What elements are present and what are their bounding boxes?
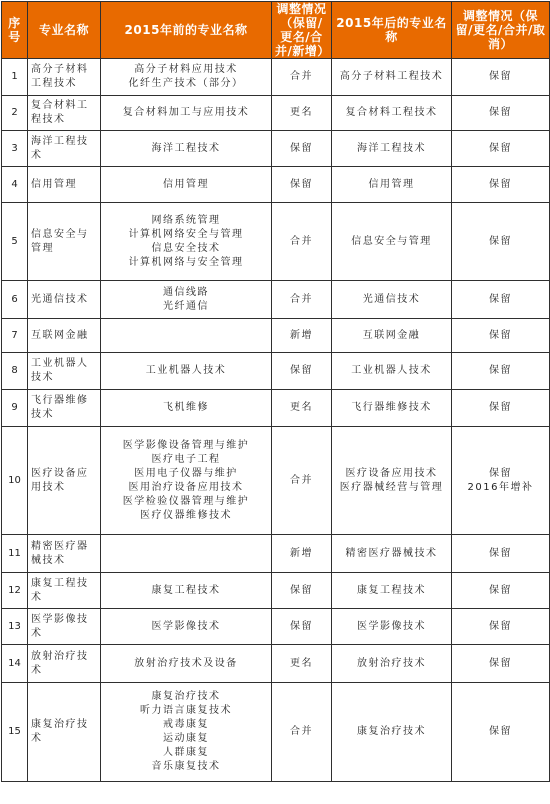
cell-line: 高分子材料应用技术	[134, 64, 238, 75]
cell-adjust	[272, 645, 332, 683]
cell-line: 医疗器械经营与管理	[339, 481, 444, 493]
cell-line: 医学检验仪器管理与维护	[122, 495, 250, 507]
cell-status	[452, 390, 550, 427]
cell-text: 合并	[290, 235, 313, 247]
cell-before	[101, 96, 272, 131]
cell-text: 7	[11, 329, 18, 341]
cell-line: 化纤生产技术（部分）	[128, 78, 244, 89]
table-row	[2, 319, 550, 353]
cell-text: 合并	[290, 293, 313, 305]
cell-idx	[2, 353, 28, 390]
cell-line: 保留	[489, 547, 512, 559]
cell-line: 保留	[489, 142, 512, 154]
cell-line: 信用管理	[368, 178, 415, 190]
cell-status	[452, 427, 550, 535]
cell-line: 康复工程技术	[151, 584, 221, 596]
cell-text: 8	[11, 365, 18, 376]
cell-line: 医学影像技术	[357, 620, 426, 632]
cell-before	[101, 645, 272, 683]
cell-status	[452, 645, 550, 683]
table-row	[2, 390, 550, 427]
cell-text: 5	[11, 235, 18, 247]
cell-text: 新增	[290, 547, 313, 559]
cell-text: 高分子材料工程技术	[31, 64, 89, 89]
table-row	[2, 203, 550, 281]
cell-after	[332, 609, 452, 645]
cell-adjust	[272, 390, 332, 427]
cell-text: 医学影像技术	[31, 613, 89, 639]
cell-line: 听力语言康复技术	[140, 705, 232, 716]
cell-idx	[2, 319, 28, 353]
cell-line: 保留	[489, 726, 512, 737]
cell-status	[452, 96, 550, 131]
cell-line: 保留	[489, 584, 512, 596]
cell-major	[28, 167, 101, 203]
table-row	[2, 96, 550, 131]
cell-line: 康复工程技术	[357, 584, 426, 596]
cell-line: 信用管理	[163, 178, 209, 190]
cell-adjust	[272, 353, 332, 390]
cell-after	[332, 131, 452, 167]
cell-line: 保留	[489, 467, 512, 479]
cell-line: 运动康复	[163, 733, 209, 744]
cell-line: 保留	[489, 293, 512, 305]
cell-line: 复合材料加工与应用技术	[122, 107, 250, 118]
table-row	[2, 427, 550, 535]
cell-before	[101, 167, 272, 203]
cell-line: 保留	[489, 235, 512, 247]
header-adjust: 调整情况（保留/更名/合并/新增）	[272, 2, 332, 59]
cell-text: 合并	[290, 474, 313, 486]
cell-idx	[2, 131, 28, 167]
cell-status	[452, 683, 550, 782]
cell-adjust	[272, 281, 332, 319]
cell-major	[28, 645, 101, 683]
header-after: 2015年后的专业名称	[332, 2, 452, 59]
header-row	[2, 2, 550, 59]
cell-after	[332, 319, 452, 353]
cell-text: 放射治疗技术	[31, 650, 89, 676]
cell-line: 海洋工程技术	[357, 142, 426, 154]
table-row	[2, 535, 550, 573]
cell-status	[452, 319, 550, 353]
cell-status	[452, 167, 550, 203]
cell-status	[452, 203, 550, 281]
cell-line: 医学影像设备管理与维护	[122, 439, 250, 451]
cell-line: 保留	[489, 71, 512, 82]
cell-after	[332, 645, 452, 683]
cell-text: 飞行器维修技术	[31, 395, 89, 420]
cell-status	[452, 281, 550, 319]
cell-major	[28, 535, 101, 573]
header-major: 专业名称	[28, 2, 101, 59]
cell-text: 光通信技术	[31, 293, 89, 305]
cell-idx	[2, 203, 28, 281]
table-row	[2, 645, 550, 683]
cell-text: 保留	[290, 365, 313, 376]
cell-major	[28, 609, 101, 645]
cell-adjust	[272, 131, 332, 167]
cell-major	[28, 427, 101, 535]
cell-major	[28, 96, 101, 131]
cell-line: 信息安全技术	[151, 242, 221, 254]
cell-line: 放射治疗技术	[357, 657, 426, 669]
cell-after	[332, 573, 452, 609]
table-row	[2, 59, 550, 96]
cell-text: 医疗设备应用技术	[31, 467, 89, 493]
cell-text: 复合材料工程技术	[31, 100, 89, 125]
table-row	[2, 131, 550, 167]
cell-line: 戒毒康复	[163, 719, 209, 730]
cell-idx	[2, 167, 28, 203]
cell-adjust	[272, 683, 332, 782]
cell-after	[332, 96, 452, 131]
cell-adjust	[272, 427, 332, 535]
cell-before	[101, 427, 272, 535]
cell-line: 医疗设备应用技术	[345, 467, 438, 479]
cell-status	[452, 573, 550, 609]
cell-after	[332, 167, 452, 203]
cell-line: 保留	[489, 402, 512, 413]
cell-line: 2016年增补	[467, 481, 534, 493]
cell-text: 海洋工程技术	[31, 135, 89, 161]
cell-after	[332, 427, 452, 535]
cell-idx	[2, 573, 28, 609]
table-row	[2, 281, 550, 319]
cell-idx	[2, 609, 28, 645]
cell-text: 12	[8, 584, 21, 596]
cell-major	[28, 390, 101, 427]
cell-idx	[2, 390, 28, 427]
cell-major	[28, 203, 101, 281]
cell-after	[332, 59, 452, 96]
cell-line: 高分子材料工程技术	[339, 71, 444, 82]
cell-text: 15	[8, 726, 21, 737]
cell-before	[101, 535, 272, 573]
cell-line: 光纤通信	[163, 300, 209, 312]
cell-before	[101, 131, 272, 167]
cell-status	[452, 131, 550, 167]
cell-adjust	[272, 167, 332, 203]
cell-line: 互联网金融	[362, 329, 421, 341]
cell-adjust	[272, 535, 332, 573]
table-body	[2, 59, 550, 782]
cell-text: 6	[11, 293, 18, 305]
cell-line: 保留	[489, 657, 512, 669]
cell-text: 信用管理	[31, 178, 77, 190]
cell-line: 放射治疗技术及设备	[134, 657, 238, 669]
table-row	[2, 573, 550, 609]
cell-after	[332, 281, 452, 319]
cell-text: 2	[11, 107, 18, 118]
cell-text: 新增	[290, 329, 313, 341]
cell-line: 网络系统管理	[151, 214, 221, 226]
cell-line: 通信线路	[163, 286, 209, 298]
header-idx: 序号	[2, 2, 28, 59]
cell-line: 医用治疗设备应用技术	[128, 481, 244, 493]
cell-before	[101, 609, 272, 645]
cell-before	[101, 353, 272, 390]
cell-line: 精密医疗器械技术	[345, 547, 438, 559]
cell-text: 保留	[290, 584, 313, 596]
table-row	[2, 353, 550, 390]
cell-text: 康复工程技术	[31, 577, 89, 603]
cell-line: 海洋工程技术	[151, 142, 221, 154]
cell-after	[332, 203, 452, 281]
cell-text: 更名	[290, 107, 313, 118]
cell-idx	[2, 645, 28, 683]
cell-idx	[2, 535, 28, 573]
table-row	[2, 167, 550, 203]
cell-adjust	[272, 203, 332, 281]
cell-after	[332, 683, 452, 782]
cell-text: 保留	[290, 142, 313, 154]
cell-idx	[2, 96, 28, 131]
cell-line: 工业机器人技术	[351, 365, 432, 376]
cell-major	[28, 573, 101, 609]
cell-before	[101, 203, 272, 281]
cell-line: 保留	[489, 178, 512, 190]
cell-line: 保留	[489, 365, 512, 376]
cell-status	[452, 353, 550, 390]
table-row	[2, 609, 550, 645]
cell-line: 保留	[489, 620, 512, 632]
cell-text: 精密医疗器械技术	[31, 540, 89, 566]
header-before: 2015年前的专业名称	[101, 2, 272, 59]
header-status: 调整情况（保留/更名/合并/取消）	[452, 2, 550, 59]
cell-status	[452, 609, 550, 645]
cell-text: 互联网金融	[31, 329, 89, 341]
cell-idx	[2, 683, 28, 782]
cell-line: 医疗仪器维修技术	[140, 509, 232, 521]
cell-before	[101, 683, 272, 782]
cell-text: 9	[11, 402, 18, 413]
cell-before	[101, 390, 272, 427]
cell-line: 飞行器维修技术	[351, 402, 432, 413]
cell-line: 光通信技术	[362, 293, 421, 305]
cell-text: 康复治疗技术	[31, 719, 89, 744]
cell-adjust	[272, 59, 332, 96]
cell-line: 飞机维修	[163, 402, 209, 413]
cell-before	[101, 573, 272, 609]
major-adjustment-table	[1, 1, 550, 782]
cell-line: 人群康复	[163, 747, 209, 758]
cell-line: 保留	[489, 329, 512, 341]
cell-idx	[2, 281, 28, 319]
cell-after	[332, 535, 452, 573]
cell-adjust	[272, 609, 332, 645]
cell-text: 信息安全与管理	[31, 228, 89, 254]
cell-adjust	[272, 319, 332, 353]
cell-major	[28, 319, 101, 353]
cell-major	[28, 683, 101, 782]
cell-text: 11	[8, 547, 21, 559]
cell-major	[28, 353, 101, 390]
cell-text: 4	[11, 178, 18, 190]
cell-line: 医学影像技术	[151, 620, 221, 632]
cell-text: 1	[11, 71, 18, 82]
cell-major	[28, 59, 101, 96]
cell-text: 14	[8, 657, 21, 669]
cell-after	[332, 390, 452, 427]
cell-text: 合并	[290, 726, 313, 737]
cell-text: 保留	[290, 620, 313, 632]
cell-line: 医用电子仪器与维护	[134, 467, 238, 479]
cell-adjust	[272, 96, 332, 131]
cell-line: 保留	[489, 107, 512, 118]
cell-adjust	[272, 573, 332, 609]
cell-line: 音乐康复技术	[151, 761, 221, 772]
cell-idx	[2, 59, 28, 96]
cell-text: 13	[8, 620, 21, 632]
cell-text: 10	[8, 474, 21, 486]
cell-text: 工业机器人技术	[31, 358, 89, 383]
cell-idx	[2, 427, 28, 535]
cell-status	[452, 535, 550, 573]
cell-text: 保留	[290, 178, 313, 190]
cell-major	[28, 131, 101, 167]
table-row	[2, 683, 550, 782]
cell-line: 康复治疗技术	[357, 726, 426, 737]
cell-text: 3	[11, 142, 18, 154]
cell-line: 计算机网络安全与管理	[128, 228, 244, 240]
cell-before	[101, 281, 272, 319]
cell-text: 更名	[290, 657, 313, 669]
cell-major	[28, 281, 101, 319]
cell-before	[101, 59, 272, 96]
cell-line: 康复治疗技术	[151, 691, 221, 702]
cell-line: 工业机器人技术	[145, 365, 227, 376]
cell-line: 医疗电子工程	[151, 453, 221, 465]
cell-text: 更名	[290, 402, 313, 413]
cell-line: 信息安全与管理	[351, 235, 432, 247]
cell-status	[452, 59, 550, 96]
cell-after	[332, 353, 452, 390]
cell-line: 复合材料工程技术	[345, 107, 438, 118]
cell-before	[101, 319, 272, 353]
cell-line: 计算机网络与安全管理	[128, 256, 244, 268]
cell-text: 合并	[290, 71, 313, 82]
